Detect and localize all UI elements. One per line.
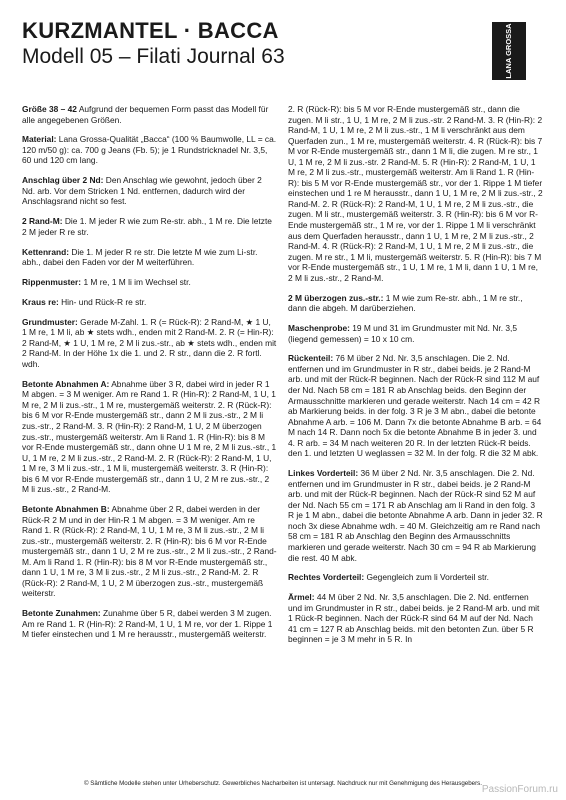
paragraph-text: Abnahme über 3 R, dabei wird in jeder R 1 M abgen. = 3 M weniger. Am re Rand 1. R (Hin-R): 2 Rand-M, 1 U, 1 M re, 2 M li zus.-str., 1 M re, mustergemäß weiterstr. 2. R (Rück-R): bis 6 M vor R-Ende mustergemäß str., dann 2 M li zus.-str., 2 M li zus.-str., 2 Rand-M. 3. R (Hin-R): 2 Rand-M, 1 U, 2 M überzogen zus.-str., mustergemäß weiterstr. Am li Rand 1. R (Hin-R): bis 8 M vor R-Ende mustergemäß str., dann ohne U 1 M re, 2 M li zus.-str., 1 U, 1 M re, 2 M li zus.-str., 2 Rand-M. 2. R (Rück-R): 2 Rand-M, 1 U, 1 M re, 3 M li zus.-str., 1 M li, mustergemäß weiterstr. 3. R (Hin-R): bis 6 M vor R-Ende mustergemäß str., dann 1 U, 2 M re zus.-str., 2 M li zus.-str., 2 Rand-M. bbox=[22, 378, 277, 495]
paragraph-label: Kraus re: bbox=[22, 296, 59, 307]
paragraph-text: 1 M re, 1 M li im Wechsel str. bbox=[83, 277, 191, 288]
copyright-footer: © Sämtliche Modelle stehen unter Urheberschutz. Gewerbliches Nacharbeiten ist untersagt. Nachdruck nur mit Genehmigung des Herausgebers. bbox=[83, 780, 482, 787]
paragraph-label: Kettenrand: bbox=[22, 246, 69, 257]
page-header bbox=[22, 18, 482, 69]
instruction-paragraph bbox=[288, 572, 543, 583]
paragraph-label: Maschenprobe: bbox=[288, 322, 350, 333]
paragraph-text: 2. R (Rück-R): bis 5 M vor R-Ende mustergemäß str., dann die zugen. M li str., 1 U, 1 M re, 2 M li zus.-str. 2 Rand-M. 3. R (Hin-R): 2 Rand-M, 1 U, 1 M re, 2 M li zus.-str., 1 M li verschränkt aus dem Querfaden zun., 1 M re, mustergemäß weiterstr. 4. R (Rück-R): bis 7 M vor R-Ende mustergemäß str., dann 1 M li, die zugen. M re str., 1 U, 1 M re, 2 M li zus.-str. 2 Rand-M. 5. R (Hin-R): 2 Rand-M, 1 U, 1 M re, 2 M li zus.-str., mustergemäß weiterstr. Am li Rand 1. R (Hin-R): bis 5 M vor R-Ende mustergemäß str., vor der 1. Rippe 1 M tiefer einstechen und 1 re M herausstr., dann 1 U, 1 M re, 2 M li zus.-str., 2 Rand-M. 2. R (Rück-R): 2 Rand-M, 1 U, 1 M re, 2 M li zus.-str., die zugen. M li str., mustergemäß weiterstr. 3. R (Hin-R): bis 6 M vor R-Ende mustergemäß str., 1 M re, vor der 1. Rippe 1 M li verschränkt aus dem Querfaden herausstr., dann 1 U, 1 M re, 2 M li zus.-str., 2 Rand-M. 4. R (Rück-R): 2 Rand-M, 1 U, 1 M re, 2 M li zus.-str., die zugen. M re str., 1 M li, mustergemäß weiterstr. 5. R (Hin-R): bis 7 M vor R-Ende mustergemäß str., 1 U, 1 M re, 1 M li, dann 1 U, 1 M re, 2 M li zus.-str., 2 Rand-M. bbox=[288, 104, 543, 283]
logo-text: LANA GROSSA bbox=[503, 23, 513, 79]
instruction-paragraph bbox=[288, 468, 543, 563]
instruction-paragraph bbox=[22, 216, 277, 237]
paragraph-label: 2 M überzogen zus.-str.: bbox=[288, 292, 384, 303]
paragraph-label: Grundmuster: bbox=[22, 316, 78, 327]
instruction-paragraph bbox=[22, 297, 277, 308]
paragraph-label: Rechtes Vorderteil: bbox=[288, 572, 365, 583]
paragraph-label: Betonte Abnahmen A: bbox=[22, 378, 110, 389]
paragraph-label: Größe 38 – 42 bbox=[22, 104, 77, 114]
instruction-paragraph bbox=[288, 293, 543, 314]
paragraph-text: Hin- und Rück-R re str. bbox=[61, 296, 147, 307]
paragraph-label: Anschlag über 2 Nd: bbox=[22, 175, 104, 186]
paragraph-label: 2 Rand-M: bbox=[22, 216, 63, 227]
lana-grossa-logo bbox=[492, 22, 526, 80]
paragraph-text: 44 M über 2 Nd. Nr. 3,5 anschlagen. Die 2. Nd. entfernen und im Grundmuster in R str., dabei beids. je 2 Rand-M arb. und mit 1 Rück-R beginnen. Nach der Rück-R sind 64 M auf der Nd. Nach 41 cm = 127 R ab Anschlag beids. mit den betonten Zun. über 5 R beginnen = je 3 M mehr in 5 R. In bbox=[288, 592, 540, 645]
instruction-paragraph bbox=[22, 608, 277, 640]
paragraph-text: Lana Grossa-Qualität „Bacca“ (100 % Baumwolle, LL = ca. 120 m/50 g): ca. 700 g Jeans (Fb. 5); je 1 Rundstricknadel Nr. 3,5, 60 und 120 cm lang. bbox=[22, 134, 277, 166]
instruction-paragraph bbox=[22, 504, 277, 599]
paragraph-text: Gegengleich zum li Vorderteil str. bbox=[366, 572, 489, 583]
instruction-paragraph bbox=[22, 277, 277, 288]
instruction-paragraph bbox=[22, 175, 277, 207]
instruction-paragraph bbox=[288, 353, 543, 458]
paragraph-text: 1 M wie zum Re-str. abh., 1 M re str., dann die abgeh. M darüberziehen. bbox=[288, 292, 523, 314]
paragraph-text: Den Anschlag wie gewohnt, jedoch über 2 Nd. arb. Vor dem Stricken 1 Nd. entfernen, dadurch wird der Anschlagsrand nicht so fest. bbox=[22, 175, 262, 207]
instruction-paragraph bbox=[22, 379, 277, 495]
paragraph-label: Betonte Abnahmen B: bbox=[22, 504, 110, 515]
instructions-left-column bbox=[22, 104, 277, 649]
paragraph-label: Ärmel: bbox=[288, 592, 315, 603]
instruction-paragraph bbox=[22, 317, 277, 370]
instruction-paragraph bbox=[288, 104, 543, 283]
instructions-right-column bbox=[288, 104, 543, 654]
paragraph-text: Gerade M-Zahl. 1. R (= Rück-R): 2 Rand-M, ★ 1 U, 1 M re, 1 M li, ab ★ stets wdh., enden mit 2 Rand-M. 2. R (= Hin-R): 2 Rand-M, ★ 1 U, 1 M re, 2 M li zus.-str., ab ★ stets wdh., enden mit 2 Rand-M. In der Höhe 1x die 1. und 2. R str., dann die 2. R fortl. wdh. bbox=[22, 316, 277, 369]
paragraph-label: Linkes Vorderteil: bbox=[288, 468, 359, 479]
watermark: PassionForum.ru bbox=[481, 784, 558, 795]
paragraph-text: Abnahme über 2 R, dabei werden in der Rück-R 2 M und in der Hin-R 1 M abgen. = 3 M weniger. Am re Rand 1. R (Rück-R): 2 Rand-M, 1 U, 1 M re, 3 M li zus.-str., 2 M li zus.-str., mustergemäß weiterstr. 2. R (Hin-R): bis 6 M vor R-Ende mustergemäß str., dann 1 U, 2 M re zus.-str., 2 M li zus.-str., 2 Rand-M. Am li Rand 1. R (Hin-R): bis 8 M vor R-Ende mustergemäß str., dann 1 U, 1 M re, 3 M li zus.-str., 2 M li zus.-str., 2 Rand-M. 2. R (Rück-R): 2 Rand-M, 1 U, 2 M überzogen zus.-str., mustergemäß weiterstr. bbox=[22, 504, 277, 599]
page-subtitle: Modell 05 – Filati Journal 63 bbox=[22, 45, 285, 68]
paragraph-text: 76 M über 2 Nd. Nr. 3,5 anschlagen. Die 2. Nd. entfernen und im Grundmuster in R str., dabei beids. je 2 Rand-M arb. und mit der Rück-R beginnen. Nach der Rück-R sind 112 M auf der Nd. Nach 58 cm = 181 R ab Anschlag beids. den Beginn der Armausschnitte markieren und gerade weiterstr. Nach 14 cm = 42 R ab Markierung beids. in der folg. 3 R je 3 M abn., dabei die betonte Abnahme A arb. = 106 M. Dann 7x die betonte Abnahme B arb. = 64 M nach 14 R. Dann noch 5x die betonte Abnahme B in jeder 3. und 4. R arb. = 34 M nach weiteren 20 R. In der letzten Rück-R beids. den 1. und letzten U weglassen = 32 M. In der folg. R die 32 M abk. bbox=[288, 353, 542, 459]
paragraph-text: 19 M und 31 im Grundmuster mit Nd. Nr. 3,5 (liegend gemessen) = 10 x 10 cm. bbox=[288, 322, 518, 344]
paragraph-label: Rückenteil: bbox=[288, 353, 334, 364]
instruction-paragraph bbox=[288, 323, 543, 344]
paragraph-text: Die 1. M jeder R re str. Die letzte M wie zum Li-str. abh., dabei den Faden vor der M weiterführen. bbox=[22, 246, 258, 268]
paragraph-label: Rippenmuster: bbox=[22, 277, 82, 288]
instruction-paragraph bbox=[22, 104, 277, 125]
paragraph-text: 36 M über 2 Nd. Nr. 3,5 anschlagen. Die 2. Nd. entfernen und im Grundmuster in R str., dabei beids. je 2 Rand-M arb. und mit der Rück-R beginnen. Nach der Rück-R sind 52 M auf der Nd. Nach 55 cm = 171 R ab Anschlag am li Rand in den folg. 3 R je 1 M abn., dabei die betonte Abnahme A arb. Dann in jeder 32. R noch 3x diese Abnahme wdh. = 40 M. Gleichzeitig am re Rand nach 58 cm = 181 R ab Anschlag den Beginn des Armausschnitts markieren und gerade weiterstr. Nach 30 cm = 94 R ab Markierung die rest. 40 M abk. bbox=[288, 468, 543, 563]
page-title: KURZMANTEL · BACCA bbox=[22, 18, 279, 43]
paragraph-text: Die 1. M jeder R wie zum Re-str. abh., 1 M re. Die letzte 2 M jeder R re str. bbox=[22, 216, 272, 237]
instruction-paragraph bbox=[22, 134, 277, 166]
paragraph-text: Aufgrund der bequemen Form passt das Modell für alle angegebenen Größen. bbox=[22, 104, 269, 125]
instruction-paragraph bbox=[288, 592, 543, 645]
paragraph-label: Betonte Zunahmen: bbox=[22, 608, 101, 619]
paragraph-label: Material: bbox=[22, 134, 57, 145]
paragraph-text: Zunahme über 5 R, dabei werden 3 M zugen. Am re Rand 1. R (Hin-R): 2 Rand-M, 1 U, 1 M re, vor der 1. Rippe 1 M tiefer einstechen und 1 M re herausstr., mustergemäß weiterstr. bbox=[22, 608, 273, 640]
instruction-paragraph bbox=[22, 247, 277, 268]
